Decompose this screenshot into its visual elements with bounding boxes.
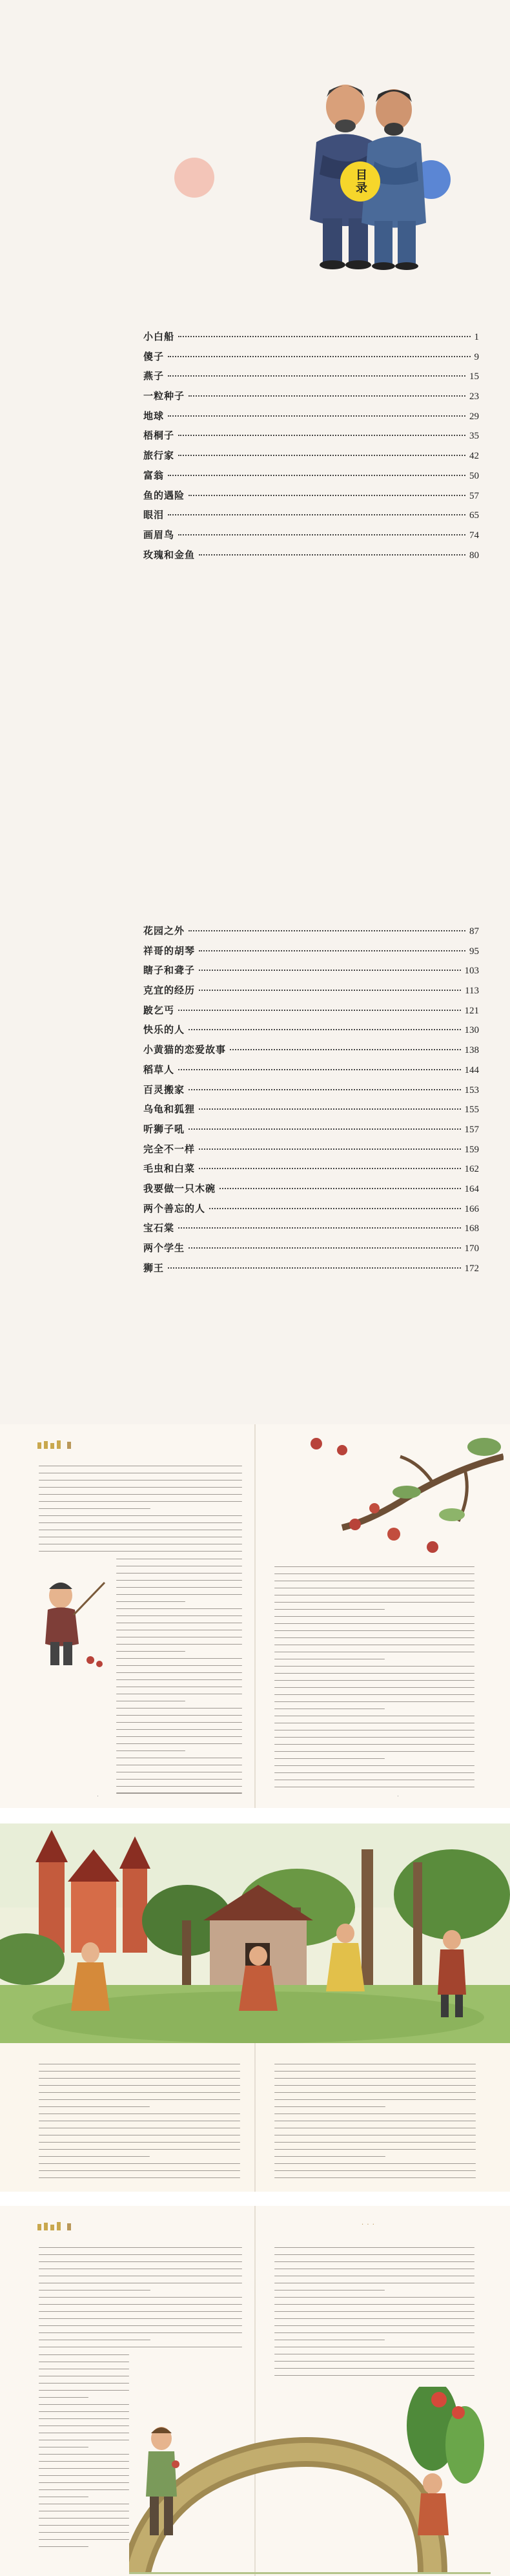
body-text-line — [39, 2163, 240, 2164]
toc-entry[interactable] — [143, 1261, 479, 1281]
toc-leader-dots — [168, 514, 465, 515]
child-with-fruit-illustration — [28, 1570, 119, 1673]
body-text-line — [116, 1786, 242, 1787]
body-text-line — [274, 2368, 474, 2369]
toc-entry-title: 克宜的经历 — [143, 984, 196, 997]
body-text-line — [274, 2156, 385, 2157]
body-text-line — [274, 2177, 476, 2178]
toc-entry-page: 144 — [464, 1065, 479, 1075]
body-text-line — [274, 2261, 474, 2262]
toc-entry[interactable] — [143, 1043, 479, 1063]
body-text-line — [39, 2156, 150, 2157]
toc-entry-title: 傻子 — [143, 350, 165, 362]
toc-entry-title: 百灵搬家 — [143, 1083, 185, 1096]
toc-entry[interactable] — [143, 428, 479, 448]
body-text-line — [274, 1694, 474, 1695]
body-text-line — [116, 1708, 242, 1709]
body-text-line — [116, 1573, 242, 1574]
toc-title-badge: 目录 — [340, 161, 380, 202]
body-text-line — [274, 1637, 474, 1638]
body-text-line — [39, 1501, 242, 1502]
toc-entry-title: 听狮子吼 — [143, 1123, 185, 1135]
body-text-line — [39, 2532, 129, 2533]
toc-leader-dots — [199, 970, 460, 971]
folio-left: · — [97, 1792, 99, 1799]
body-text-line — [39, 2468, 129, 2469]
toc-entry-title: 祥哥的胡琴 — [143, 944, 196, 957]
toc-entry-title: 地球 — [143, 410, 165, 422]
toc-entry-title: 我要做一只木碗 — [143, 1182, 216, 1194]
running-head-right: · · · — [362, 2221, 375, 2228]
toc-entry[interactable] — [143, 508, 479, 528]
book-spread-2 — [0, 1823, 510, 2192]
toc-entry[interactable] — [143, 1221, 479, 1241]
toc-leader-dots — [168, 415, 465, 417]
folio-right: · — [397, 1792, 399, 1799]
body-text-line — [274, 2247, 474, 2248]
toc-entry-title: 眼泪 — [143, 509, 165, 521]
body-text-line — [39, 1508, 150, 1509]
toc-entry[interactable] — [143, 1122, 479, 1142]
body-text-line — [116, 1594, 242, 1595]
body-text-line — [39, 2311, 242, 2312]
toc-entry-page: 162 — [464, 1164, 479, 1175]
toc-leader-dots — [178, 1069, 460, 1070]
toc-leader-dots — [168, 375, 465, 377]
right-page-text — [274, 2247, 474, 2382]
body-text-line — [39, 2397, 88, 2398]
body-text-line — [39, 2170, 240, 2171]
toc-leader-dots — [199, 1108, 460, 1110]
toc-leader-dots — [189, 495, 465, 496]
body-text-line — [39, 2149, 240, 2150]
body-text-line — [274, 2170, 476, 2171]
body-text-line — [274, 2311, 474, 2312]
body-text-line — [39, 1551, 242, 1552]
body-text-line — [39, 2539, 129, 2540]
body-text-line — [39, 2489, 129, 2490]
toc-leader-dots — [189, 930, 465, 931]
toc-leader-dots — [209, 1208, 460, 1209]
toc-entry[interactable] — [143, 1201, 479, 1221]
boy-figure-illustration — [136, 2419, 187, 2548]
body-text-line — [274, 1744, 474, 1745]
toc-entry-page: 155 — [464, 1105, 479, 1116]
body-text-line — [274, 2254, 474, 2255]
toc-entry[interactable] — [143, 963, 479, 983]
body-text-line — [116, 1608, 242, 1609]
toc-entry[interactable] — [143, 329, 479, 349]
toc-leader-dots — [199, 1148, 460, 1150]
body-text-line — [39, 2418, 129, 2419]
body-text-line — [274, 1673, 474, 1674]
toc-entry-page: 157 — [464, 1124, 479, 1135]
toc-entry-title: 富翁 — [143, 469, 165, 481]
toc-leader-dots — [189, 1128, 460, 1130]
body-text-line — [274, 1765, 474, 1766]
body-text-line — [39, 2354, 129, 2355]
body-text-line — [274, 1772, 474, 1773]
body-text-line — [39, 2390, 129, 2391]
body-text-line — [39, 2254, 242, 2255]
toc-entry-page: 121 — [464, 1005, 479, 1016]
body-text-line — [39, 2099, 240, 2100]
toc-page-1 — [0, 0, 510, 701]
left-page-text-top — [39, 2247, 242, 2354]
toc-entry-page: 113 — [465, 986, 479, 997]
body-text-line — [116, 1743, 242, 1744]
body-text-line — [274, 2304, 474, 2305]
left-page-text-wrap — [116, 1559, 242, 1800]
toc-entry-title: 宝石棠 — [143, 1222, 175, 1234]
toc-leader-dots — [178, 435, 465, 436]
body-text-line — [274, 1602, 474, 1603]
toc-entry-title: 玫瑰和金鱼 — [143, 548, 196, 561]
body-text-line — [274, 1623, 474, 1624]
toc-entry[interactable] — [143, 369, 479, 389]
body-text-line — [274, 2078, 476, 2079]
body-text-line — [274, 2163, 476, 2164]
body-text-line — [39, 2332, 242, 2333]
toc-leader-dots — [178, 336, 470, 337]
body-text-line — [39, 2411, 129, 2412]
toc-entry[interactable] — [143, 924, 479, 944]
body-text-line — [39, 2297, 242, 2298]
body-text-line — [274, 1566, 474, 1567]
toc-entry-page: 15 — [469, 371, 479, 382]
body-text-line — [274, 2149, 476, 2150]
toc-leader-dots — [168, 475, 465, 476]
toc-entry-page: 166 — [464, 1203, 479, 1214]
toc-leader-dots — [199, 554, 465, 556]
body-text-line — [39, 2546, 88, 2547]
toc-leader-dots — [178, 455, 465, 456]
body-text-line — [116, 1615, 242, 1616]
toc-entry-title: 稻草人 — [143, 1063, 175, 1075]
toc-entry-title: 鱼的遇险 — [143, 489, 185, 501]
toc-entry-title: 梧桐子 — [143, 430, 175, 442]
right-page-text — [274, 1566, 474, 1794]
body-text-line — [274, 1630, 474, 1631]
toc-entry-page: 103 — [464, 966, 479, 977]
body-text-line — [274, 2361, 474, 2362]
toc-entry-title: 一粒种子 — [143, 390, 185, 402]
toc-entry-title: 瞎子和聋子 — [143, 964, 196, 977]
fruit-tree-branch-illustration — [303, 1431, 504, 1560]
body-text-line — [39, 1522, 242, 1523]
left-page-text-column — [39, 2354, 129, 2553]
toc-entry-page: 170 — [464, 1243, 479, 1254]
body-text-line — [274, 2099, 476, 2100]
body-text-line — [39, 2078, 240, 2079]
toc-entry-page: 74 — [469, 530, 479, 541]
toc-entry[interactable] — [143, 1142, 479, 1162]
body-text-line — [39, 2318, 242, 2319]
toc-entry[interactable] — [143, 1063, 479, 1083]
body-text-line — [274, 1609, 385, 1610]
body-text-line — [274, 1701, 474, 1702]
book-spread-1 — [0, 1424, 510, 1808]
toc-entry-page: 172 — [464, 1263, 479, 1274]
right-page-text — [274, 2064, 476, 2185]
toc-entry-page: 153 — [464, 1085, 479, 1096]
toc-entry-page: 168 — [464, 1223, 479, 1234]
body-text-line — [39, 2482, 129, 2483]
body-text-line — [39, 2325, 242, 2326]
toc-entry-title: 画眉鸟 — [143, 528, 175, 541]
toc-leader-dots — [178, 1010, 460, 1011]
body-text-line — [116, 1722, 242, 1723]
toc-entry-page: 35 — [469, 431, 479, 442]
toc-list-part-1 — [143, 329, 479, 567]
body-text-line — [116, 1792, 242, 1793]
toc-entry[interactable] — [143, 944, 479, 964]
body-text-line — [39, 2142, 240, 2143]
body-text-line — [274, 2092, 476, 2093]
toc-leader-dots — [199, 950, 465, 951]
toc-entry[interactable] — [143, 448, 479, 468]
toc-entry-title: 两个善忘的人 — [143, 1202, 206, 1214]
body-text-line — [274, 1751, 474, 1752]
body-text-line — [39, 2525, 129, 2526]
toc-entry-page: 65 — [469, 510, 479, 521]
toc-page-2 — [0, 701, 510, 1424]
running-head-ornament — [36, 2220, 81, 2233]
toc-entry[interactable] — [143, 389, 479, 409]
body-text-line — [274, 2297, 474, 2298]
body-text-line — [39, 1515, 242, 1516]
toc-entry-title: 小黄猫的恋爱故事 — [143, 1044, 227, 1056]
toc-leader-dots — [199, 1168, 460, 1169]
toc-entry-title: 快乐的人 — [143, 1024, 185, 1036]
left-page-text — [39, 2064, 240, 2185]
body-text-line — [39, 2092, 240, 2093]
body-text-line — [274, 2318, 474, 2319]
toc-entry-page: 164 — [464, 1183, 479, 1194]
body-text-line — [39, 2261, 242, 2262]
body-text-line — [116, 1587, 242, 1588]
toc-entry[interactable] — [143, 1023, 479, 1043]
toc-entry[interactable] — [143, 1181, 479, 1201]
body-text-line — [116, 1658, 242, 1659]
body-text-line — [274, 1616, 474, 1617]
body-text-line — [116, 1679, 242, 1680]
toc-entry[interactable] — [143, 349, 479, 369]
body-text-line — [274, 2325, 474, 2326]
toc-entry-title: 两个学生 — [143, 1242, 185, 1254]
toc-entry-title: 跛乞丐 — [143, 1004, 175, 1016]
toc-entry-title: 旅行家 — [143, 450, 175, 462]
body-text-line — [39, 2425, 129, 2426]
body-text-line — [274, 1737, 474, 1738]
toc-leader-dots — [189, 395, 465, 397]
body-text-line — [274, 2085, 476, 2086]
body-text-line — [274, 2375, 474, 2376]
toc-entry-page: 80 — [469, 550, 479, 561]
body-text-line — [274, 2106, 385, 2107]
body-text-line — [116, 1580, 242, 1581]
toc-entry-title: 小白船 — [143, 331, 175, 342]
toc-leader-dots — [189, 1029, 460, 1030]
body-text-line — [116, 1644, 242, 1645]
toc-entry-page: 23 — [469, 391, 479, 402]
body-text-line — [39, 2106, 150, 2107]
toc-entry-title: 狮王 — [143, 1262, 165, 1274]
toc-leader-dots — [168, 356, 470, 357]
toc-list-part-2 — [143, 924, 479, 1280]
body-text-line — [274, 1680, 474, 1681]
body-text-line — [116, 1729, 242, 1730]
decorative-pink-circle — [174, 158, 214, 198]
toc-entry-title: 完全不一样 — [143, 1143, 196, 1155]
body-text-line — [274, 1687, 474, 1688]
body-text-line — [116, 1672, 242, 1673]
toc-entry[interactable] — [143, 1241, 479, 1261]
toc-entry[interactable] — [143, 1102, 479, 1122]
body-text-line — [39, 2247, 242, 2248]
toc-entry-page: 42 — [469, 451, 479, 462]
toc-entry-title: 毛虫和白菜 — [143, 1163, 196, 1175]
toc-leader-dots — [189, 1247, 460, 1249]
toc-leader-dots — [168, 1267, 460, 1269]
toc-entry[interactable] — [143, 1083, 479, 1103]
body-text-line — [274, 2332, 474, 2333]
body-text-line — [39, 2404, 129, 2405]
toc-entry-page: 9 — [474, 351, 479, 362]
toc-entry-page: 50 — [469, 470, 479, 481]
body-text-line — [39, 2454, 129, 2455]
spread-gutter — [254, 1424, 256, 1808]
body-text-line — [116, 1779, 242, 1780]
toc-entry-page: 95 — [469, 946, 479, 957]
body-text-line — [116, 1651, 185, 1652]
toc-leader-dots — [199, 990, 461, 991]
toc-entry-page: 1 — [474, 332, 479, 342]
toc-entry[interactable] — [143, 488, 479, 508]
body-text-line — [39, 2071, 240, 2072]
toc-entry-page: 87 — [469, 926, 479, 937]
body-text-line — [39, 1487, 242, 1488]
body-text-line — [39, 2461, 129, 2462]
body-text-line — [39, 2518, 129, 2519]
body-text-line — [39, 2475, 129, 2476]
book-spread-3 — [0, 2206, 510, 2576]
toc-entry-page: 138 — [464, 1045, 479, 1056]
body-text-line — [39, 2085, 240, 2086]
toc-entry-page: 29 — [469, 411, 479, 422]
body-text-line — [116, 1665, 242, 1666]
toc-entry-page: 159 — [464, 1144, 479, 1155]
village-garden-illustration — [0, 1823, 510, 2043]
toc-entry-title: 花园之外 — [143, 925, 185, 937]
body-text-line — [116, 1750, 185, 1751]
toc-leader-dots — [230, 1049, 460, 1050]
toc-leader-dots — [219, 1188, 460, 1189]
toc-leader-dots — [189, 1089, 460, 1090]
body-text-line — [39, 2177, 240, 2178]
toc-entry-page: 130 — [464, 1025, 479, 1036]
toc-entry[interactable] — [143, 548, 479, 568]
left-page-text-top — [39, 1466, 242, 1558]
spread-gutter — [254, 2043, 256, 2192]
toc-entry[interactable] — [143, 468, 479, 488]
body-text-line — [39, 1494, 242, 1495]
toc-entry-title: 燕子 — [143, 370, 165, 382]
toc-entry[interactable] — [143, 983, 479, 1003]
body-text-line — [274, 1666, 474, 1667]
toc-entry[interactable] — [143, 528, 479, 548]
toc-entry[interactable] — [143, 1161, 479, 1181]
toc-entry-page: 57 — [469, 490, 479, 501]
toc-leader-dots — [178, 534, 465, 535]
body-text-line — [116, 1715, 242, 1716]
body-text-line — [274, 1758, 385, 1759]
toc-entry-title: 乌龟和狐狸 — [143, 1103, 196, 1116]
body-text-line — [116, 1601, 185, 1602]
toc-leader-dots — [178, 1227, 460, 1229]
running-head-ornament — [36, 1439, 81, 1451]
body-text-line — [274, 2071, 476, 2072]
body-text-line — [116, 1736, 242, 1737]
body-text-line — [274, 2142, 476, 2143]
body-text-line — [39, 2304, 242, 2305]
body-text-line — [39, 2383, 129, 2384]
toc-entry[interactable] — [143, 1003, 479, 1023]
toc-entry[interactable] — [143, 409, 479, 429]
